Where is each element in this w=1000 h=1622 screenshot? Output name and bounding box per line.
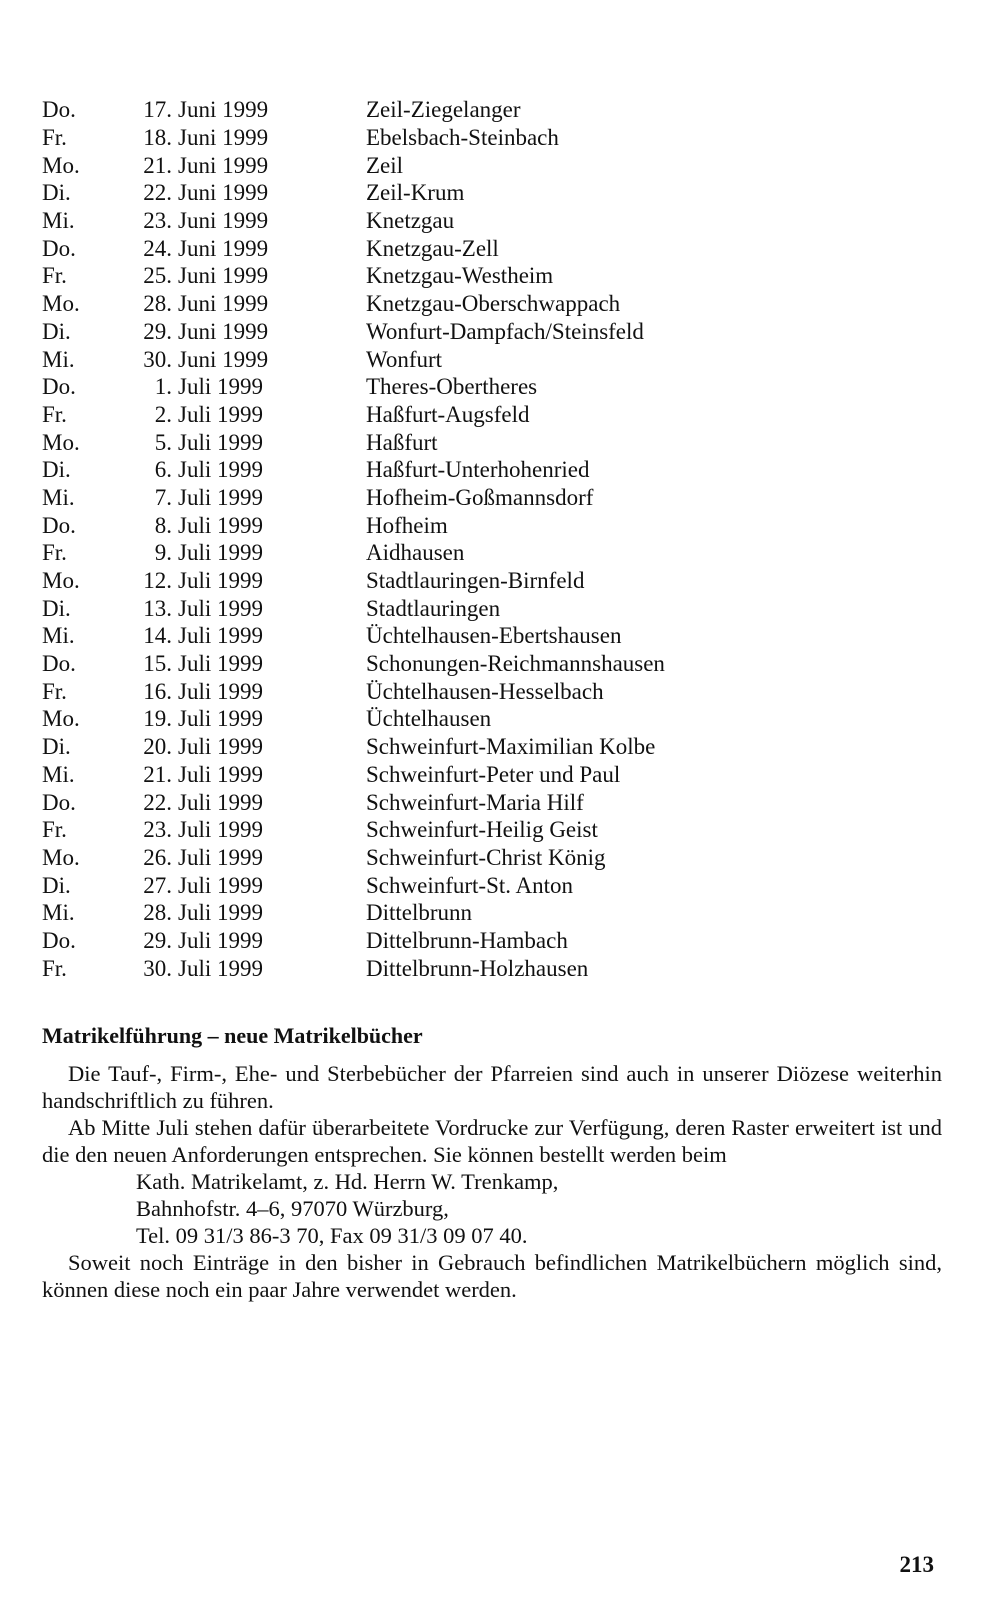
month-year: Juli 1999: [178, 401, 263, 427]
schedule-row: [42, 733, 942, 761]
day-number: 28.: [143, 900, 172, 926]
date: [124, 927, 272, 954]
date: [124, 899, 272, 926]
month-year: Juli 1999: [178, 512, 263, 538]
schedule-row: [42, 345, 942, 373]
day-number: 30.: [143, 955, 172, 981]
month-year: Juni 1999: [178, 125, 269, 151]
parish-name: Zeil-Krum: [366, 180, 465, 206]
weekday: Di.: [42, 457, 71, 483]
schedule-row: [42, 650, 942, 678]
day-number: 26.: [143, 844, 172, 870]
date: [124, 179, 272, 206]
schedule-row: [42, 179, 942, 207]
parish-name: Schweinfurt-Maximilian Kolbe: [366, 734, 656, 760]
day-number: 13.: [143, 595, 172, 621]
parish-name: Haßfurt-Augsfeld: [366, 401, 530, 427]
weekday: Mi.: [42, 346, 75, 372]
month-year: Juni 1999: [178, 180, 269, 206]
date: [124, 650, 272, 677]
date: [124, 152, 272, 179]
schedule-row: [42, 899, 942, 927]
month-year: Juli 1999: [178, 927, 263, 953]
day-number: 23.: [143, 208, 172, 234]
month-year: Juli 1999: [178, 429, 263, 455]
month-year: Juli 1999: [178, 761, 263, 787]
weekday: Di.: [42, 595, 71, 621]
parish-name: Hofheim: [366, 512, 448, 538]
weekday: Di.: [42, 872, 71, 898]
address-line-3: Tel. 09 31/3 86-3 70, Fax 09 31/3 09 07 40.: [136, 1223, 528, 1248]
date: [124, 373, 272, 400]
weekday: Mo.: [42, 291, 80, 317]
parish-name: Dittelbrunn-Holzhausen: [366, 955, 589, 981]
date: [124, 318, 272, 345]
day-number: 27.: [143, 872, 172, 898]
date: [124, 429, 272, 456]
day-number: 15.: [143, 651, 172, 677]
schedule-row: [42, 124, 942, 152]
month-year: Juli 1999: [178, 706, 263, 732]
day-number: 19.: [143, 706, 172, 732]
schedule-row: [42, 567, 942, 595]
day-number: 24.: [143, 235, 172, 261]
parish-name: Zeil-Ziegelanger: [366, 97, 521, 123]
weekday: Mi.: [42, 208, 75, 234]
day-number: 14.: [143, 623, 172, 649]
schedule-row: [42, 761, 942, 789]
parish-name: Schweinfurt-Maria Hilf: [366, 789, 584, 815]
month-year: Juni 1999: [178, 97, 269, 123]
day-number: 22.: [143, 789, 172, 815]
weekday: Mi.: [42, 900, 75, 926]
month-year: Juli 1999: [178, 374, 263, 400]
day-number: 21.: [143, 152, 172, 178]
paragraph-3: Soweit noch Einträge in den bisher in Gebrauch befindlichen Matrikelbüchern möglich sind, können diese noch ein paar Jahre verwendet werden.: [42, 1250, 942, 1302]
schedule-row: [42, 622, 942, 650]
schedule-row: [42, 788, 942, 816]
day-number: 21.: [143, 761, 172, 787]
weekday: Mo.: [42, 706, 80, 732]
date: [124, 733, 272, 760]
weekday: Mi.: [42, 623, 75, 649]
schedule-row: [42, 871, 942, 899]
day-number: 25.: [143, 263, 172, 289]
schedule-row: [42, 207, 942, 235]
day-number: 16.: [143, 678, 172, 704]
weekday: Di.: [42, 318, 71, 344]
date: [124, 401, 272, 428]
weekday: Fr.: [42, 540, 67, 566]
date: [124, 346, 272, 373]
weekday: Fr.: [42, 125, 67, 151]
schedule-list: [42, 96, 942, 982]
day-number: 18.: [143, 125, 172, 151]
day-number: 23.: [143, 817, 172, 843]
schedule-row: [42, 927, 942, 955]
weekday: Fr.: [42, 955, 67, 981]
month-year: Juni 1999: [178, 263, 269, 289]
weekday: Do.: [42, 374, 76, 400]
month-year: Juni 1999: [178, 346, 269, 372]
parish-name: Theres-Obertheres: [366, 374, 538, 400]
parish-name: Haßfurt: [366, 429, 438, 455]
parish-name: Schweinfurt-St. Anton: [366, 872, 573, 898]
month-year: Juli 1999: [178, 844, 263, 870]
weekday: Mo.: [42, 844, 80, 870]
weekday: Mo.: [42, 429, 80, 455]
schedule-row: [42, 401, 942, 429]
parish-name: Schweinfurt-Heilig Geist: [366, 817, 598, 843]
day-number: 9.: [154, 540, 172, 566]
date: [124, 512, 272, 539]
parish-name: Ebelsbach-Steinbach: [366, 125, 559, 151]
parish-name: Üchtelhausen-Hesselbach: [366, 678, 604, 704]
date: [124, 290, 272, 317]
schedule-row: [42, 373, 942, 401]
weekday: Mi.: [42, 761, 75, 787]
parish-name: Zeil: [366, 152, 404, 178]
month-year: Juli 1999: [178, 817, 263, 843]
date: [124, 872, 272, 899]
date: [124, 844, 272, 871]
month-year: Juli 1999: [178, 955, 263, 981]
schedule-row: [42, 511, 942, 539]
parish-name: Schweinfurt-Christ König: [366, 844, 606, 870]
month-year: Juni 1999: [178, 291, 269, 317]
date: [124, 207, 272, 234]
schedule-row: [42, 290, 942, 318]
date: [124, 539, 272, 566]
schedule-row: [42, 318, 942, 346]
day-number: 30.: [143, 346, 172, 372]
weekday: Do.: [42, 927, 76, 953]
weekday: Do.: [42, 789, 76, 815]
month-year: Juli 1999: [178, 734, 263, 760]
day-number: 29.: [143, 318, 172, 344]
parish-name: Knetzgau-Westheim: [366, 263, 554, 289]
date: [124, 789, 272, 816]
date: [124, 567, 272, 594]
date: [124, 484, 272, 511]
weekday: Mi.: [42, 484, 75, 510]
date: [124, 124, 272, 151]
schedule-row: [42, 234, 942, 262]
month-year: Juni 1999: [178, 318, 269, 344]
schedule-row: [42, 594, 942, 622]
section-heading: Matrikelführung – neue Matrikelbücher: [42, 1023, 423, 1048]
day-number: 8.: [154, 512, 172, 538]
date: [124, 262, 272, 289]
month-year: Juli 1999: [178, 457, 263, 483]
parish-name: Knetzgau-Oberschwappach: [366, 291, 621, 317]
month-year: Juli 1999: [178, 789, 263, 815]
parish-name: Stadtlauringen-Birnfeld: [366, 568, 585, 594]
parish-name: Hofheim-Goßmannsdorf: [366, 484, 594, 510]
parish-name: Knetzgau-Zell: [366, 235, 499, 261]
date: [124, 955, 272, 982]
parish-name: Wonfurt: [366, 346, 443, 372]
day-number: 6.: [154, 457, 172, 483]
day-number: 12.: [143, 568, 172, 594]
parish-name: Schonungen-Reichmannshausen: [366, 651, 665, 677]
month-year: Juni 1999: [178, 235, 269, 261]
date: [124, 456, 272, 483]
month-year: Juli 1999: [178, 623, 263, 649]
date: [124, 678, 272, 705]
schedule-row: [42, 456, 942, 484]
date: [124, 622, 272, 649]
month-year: Juli 1999: [178, 678, 263, 704]
month-year: Juni 1999: [178, 208, 269, 234]
month-year: Juli 1999: [178, 540, 263, 566]
month-year: Juli 1999: [178, 484, 263, 510]
day-number: 22.: [143, 180, 172, 206]
paragraph-2: Ab Mitte Juli stehen dafür überarbeitete Vordrucke zur Verfügung, deren Raster erweitert ist und die den neuen Anforderungen entsprechen. Sie können bestellt werden beim: [42, 1115, 942, 1167]
parish-name: Knetzgau: [366, 208, 455, 234]
address-line-2: Bahnhofstr. 4–6, 97070 Würzburg,: [136, 1196, 449, 1221]
weekday: Di.: [42, 734, 71, 760]
schedule-row: [42, 151, 942, 179]
schedule-row: [42, 262, 942, 290]
weekday: Fr.: [42, 817, 67, 843]
parish-name: Üchtelhausen-Ebertshausen: [366, 623, 622, 649]
schedule-row: [42, 677, 942, 705]
weekday: Fr.: [42, 263, 67, 289]
matrikel-section: [42, 1022, 942, 1303]
schedule-row: [42, 816, 942, 844]
schedule-row: [42, 705, 942, 733]
weekday: Do.: [42, 512, 76, 538]
page-number: 213: [899, 1552, 934, 1577]
day-number: 5.: [154, 429, 172, 455]
weekday: Fr.: [42, 401, 67, 427]
schedule-row: [42, 539, 942, 567]
day-number: 2.: [154, 401, 172, 427]
weekday: Di.: [42, 180, 71, 206]
date: [124, 816, 272, 843]
date: [124, 235, 272, 262]
parish-name: Dittelbrunn: [366, 900, 473, 926]
day-number: 17.: [143, 97, 172, 123]
weekday: Mo.: [42, 568, 80, 594]
schedule-row: [42, 954, 942, 982]
schedule-row: [42, 428, 942, 456]
day-number: 1.: [154, 374, 172, 400]
schedule-row: [42, 484, 942, 512]
parish-name: Schweinfurt-Peter und Paul: [366, 761, 621, 787]
month-year: Juli 1999: [178, 568, 263, 594]
month-year: Juli 1999: [178, 595, 263, 621]
weekday: Fr.: [42, 678, 67, 704]
month-year: Juni 1999: [178, 152, 269, 178]
month-year: Juli 1999: [178, 872, 263, 898]
parish-name: Haßfurt-Unterhohenried: [366, 457, 590, 483]
day-number: 28.: [143, 291, 172, 317]
weekday: Do.: [42, 235, 76, 261]
date: [124, 595, 272, 622]
schedule-row: [42, 96, 942, 124]
date: [124, 96, 272, 123]
parish-name: Wonfurt-Dampfach/Steinsfeld: [366, 318, 644, 344]
schedule-row: [42, 844, 942, 872]
date: [124, 761, 272, 788]
day-number: 20.: [143, 734, 172, 760]
address-line-1: Kath. Matrikelamt, z. Hd. Herrn W. Trenkamp,: [136, 1169, 559, 1194]
day-number: 7.: [154, 484, 172, 510]
parish-name: Dittelbrunn-Hambach: [366, 927, 568, 953]
weekday: Mo.: [42, 152, 80, 178]
day-number: 29.: [143, 927, 172, 953]
parish-name: Stadtlauringen: [366, 595, 501, 621]
parish-name: Üchtelhausen: [366, 706, 492, 732]
paragraph-1: Die Tauf-, Firm-, Ehe- und Sterbebücher der Pfarreien sind auch in unserer Diözese weiterhin handschriftlich zu führen.: [42, 1061, 942, 1113]
weekday: Do.: [42, 651, 76, 677]
parish-name: Aidhausen: [366, 540, 465, 566]
date: [124, 705, 272, 732]
weekday: Do.: [42, 97, 76, 123]
month-year: Juli 1999: [178, 651, 263, 677]
month-year: Juli 1999: [178, 900, 263, 926]
